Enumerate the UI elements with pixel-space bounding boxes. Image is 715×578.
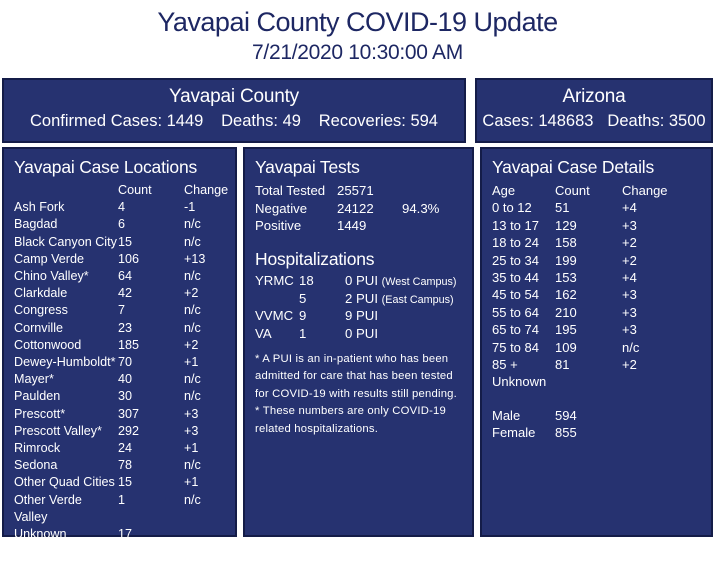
detail-panels-row	[2, 147, 713, 576]
column-header-count: Count	[555, 183, 590, 198]
county-summary-stats	[4, 109, 464, 133]
age-count: 153	[555, 270, 577, 286]
age-range: 45 to 54	[492, 287, 539, 303]
location-count: 40	[118, 372, 133, 387]
age-count: 109	[555, 339, 577, 355]
location-change: n/c	[184, 492, 201, 507]
age-range: 18 to 24	[492, 235, 539, 251]
test-value: 24122	[337, 200, 374, 216]
location-count: 292	[118, 423, 140, 438]
summary-stat: Deaths: 49	[221, 112, 301, 130]
location-name: Cornville	[14, 320, 63, 335]
age-range: 25 to 34	[492, 252, 539, 268]
location-change: +13	[184, 251, 206, 266]
yavapai-county-summary-box	[2, 78, 466, 143]
report-timestamp: 7/21/2020 10:30:00 AM	[252, 41, 463, 64]
summary-stat: Cases: 148683	[482, 112, 594, 130]
location-change	[184, 526, 231, 543]
gender-count: 855	[555, 425, 577, 441]
location-name: Congress	[14, 303, 68, 318]
location-change: +1	[184, 475, 199, 490]
age-change: +3	[622, 287, 637, 303]
campus-label: (West Campus)	[381, 275, 457, 288]
age-count: 162	[555, 287, 577, 303]
gender-count: 594	[555, 407, 577, 423]
hospital-pui	[345, 326, 468, 344]
location-change: +3	[184, 406, 199, 421]
location-name: Mayer*	[14, 372, 54, 387]
pui-value: 2 PUI	[345, 290, 378, 306]
summary-stat: Confirmed Cases: 1449	[30, 112, 204, 130]
location-change	[184, 543, 231, 577]
case-details-table	[492, 182, 707, 391]
location-change: n/c	[184, 372, 201, 387]
age-change: n/c	[622, 339, 640, 355]
location-count: 30	[118, 389, 133, 404]
age-range: 35 to 44	[492, 270, 539, 286]
column-header-count: Count	[118, 183, 152, 197]
pui-value: 0 PUI	[345, 272, 378, 288]
hospital-name: VA	[255, 326, 272, 342]
location-name: Chino Valley*	[14, 269, 89, 284]
summary-row	[2, 78, 713, 143]
location-count: 23	[118, 320, 133, 335]
location-name: Black Canyon City	[14, 234, 117, 249]
location-name: Other Verde Valley	[14, 492, 82, 524]
hospital-name	[255, 291, 299, 309]
location-name: Prescott*	[14, 406, 66, 421]
location-name: Ash Fork	[14, 200, 65, 215]
case-locations-panel	[2, 147, 237, 576]
age-range: 75 to 84	[492, 339, 539, 355]
county-summary-title: Yavapai County	[169, 86, 299, 107]
location-name: Cottonwood	[14, 337, 82, 352]
location-name: *Mingus Mtn Academy	[14, 544, 84, 576]
location-name: Dewey-Humboldt*	[14, 355, 116, 370]
location-name: Paulden	[14, 389, 61, 404]
test-label: Positive	[255, 218, 302, 234]
column-header-age: Age	[492, 183, 516, 198]
test-value: 25571	[337, 183, 374, 198]
test-value: 1449	[337, 218, 367, 234]
location-count: 15	[118, 234, 133, 249]
age-count: 51	[555, 200, 570, 216]
age-count: 129	[555, 217, 577, 233]
case-details-panel	[480, 147, 713, 537]
age-range: 55 to 64	[492, 304, 539, 320]
age-change: +3	[622, 322, 637, 338]
column-header-change: Change	[622, 183, 668, 198]
location-change: n/c	[184, 458, 201, 473]
test-percent	[402, 217, 468, 235]
footnotes	[255, 351, 469, 438]
location-count: 4	[118, 200, 126, 215]
location-count: 106	[118, 251, 140, 266]
test-label: Negative	[255, 200, 308, 216]
location-change: +2	[184, 337, 199, 352]
case-locations-table	[14, 182, 231, 578]
age-change: +2	[622, 252, 637, 268]
test-percent: 94.3%	[402, 200, 440, 216]
age-count: 81	[555, 357, 570, 373]
age-range: Unknown	[492, 374, 547, 390]
location-name: Unknown	[14, 527, 67, 542]
age-range: 0 to 12	[492, 200, 532, 216]
location-change: n/c	[184, 234, 201, 249]
location-count: 6	[118, 217, 126, 232]
hospitalizations-title: Hospitalizations	[255, 248, 375, 269]
hospitalizations-table	[255, 273, 468, 344]
age-range: 13 to 17	[492, 217, 539, 233]
hospital-count: 5	[299, 290, 307, 306]
summary-stat: Recoveries: 594	[318, 112, 438, 130]
column-header-change: Change	[184, 183, 229, 197]
location-count: 7	[118, 303, 126, 318]
tests-table	[255, 182, 468, 235]
age-count: 195	[555, 322, 577, 338]
case-locations-title: Yavapai Case Locations	[14, 157, 198, 177]
summary-stat: Deaths: 3500	[607, 112, 706, 130]
location-change: +3	[184, 423, 199, 438]
location-change: -1	[184, 200, 196, 215]
location-change: n/c	[184, 217, 201, 232]
age-count: 199	[555, 252, 577, 268]
age-count: 158	[555, 235, 577, 251]
location-change: +1	[184, 441, 199, 456]
age-change: +4	[622, 200, 637, 216]
location-count: 24	[118, 441, 133, 456]
hospital-name: VVMC	[255, 308, 294, 324]
tests-panel	[243, 147, 474, 537]
column-header-spacer	[14, 182, 118, 199]
hospital-count: 1	[299, 326, 307, 342]
hospital-count: 18	[299, 272, 314, 288]
age-count	[555, 373, 622, 390]
location-count: 185	[118, 337, 140, 352]
campus-label: (East Campus)	[381, 293, 454, 306]
location-change: n/c	[184, 389, 201, 404]
footnote-text: * These numbers are only COVID-19 related hospitalizations.	[255, 405, 446, 435]
age-change: +4	[622, 270, 637, 286]
state-summary-title: Arizona	[562, 86, 626, 107]
case-details-title: Yavapai Case Details	[492, 157, 655, 177]
location-count: 70	[118, 355, 133, 370]
location-change: +1	[184, 355, 199, 370]
age-count: 210	[555, 304, 577, 320]
age-change	[622, 373, 707, 390]
location-count: 1	[118, 492, 126, 507]
hospital-pui	[345, 273, 468, 291]
location-count: 78	[118, 458, 133, 473]
location-count: 15	[118, 475, 133, 490]
location-change: +2	[184, 286, 199, 301]
location-change: n/c	[184, 269, 201, 284]
location-name: Prescott Valley*	[14, 423, 102, 438]
hospital-pui	[345, 308, 468, 326]
hospital-count: 9	[299, 308, 307, 324]
pui-value: 9 PUI	[345, 308, 378, 324]
age-change: +2	[622, 357, 637, 373]
report-header	[0, 0, 715, 66]
footnote-text: * A PUI is an in-patient who has been admitted for care that has been tested for COVID-19 with results still pending.	[255, 352, 458, 400]
arizona-summary-box	[475, 78, 713, 143]
hospital-name: YRMC	[255, 272, 294, 288]
test-percent	[402, 182, 468, 200]
age-range: 65 to 74	[492, 322, 539, 338]
state-summary-stats	[477, 109, 711, 133]
hospital-pui	[345, 291, 468, 309]
age-change: +3	[622, 217, 637, 233]
location-change: n/c	[184, 320, 201, 335]
location-name: Bagdad	[14, 217, 58, 232]
location-count: 64	[118, 269, 133, 284]
location-name: Rimrock	[14, 441, 61, 456]
location-count: 123	[118, 544, 140, 559]
gender-label: Male	[492, 407, 521, 423]
age-range: 85 +	[492, 357, 518, 373]
age-change: +2	[622, 235, 637, 251]
age-change: +3	[622, 304, 637, 320]
location-count: 42	[118, 286, 133, 301]
location-name: Sedona	[14, 458, 58, 473]
test-label: Total Tested	[255, 183, 326, 198]
tests-title: Yavapai Tests	[255, 157, 360, 177]
pui-value: 0 PUI	[345, 326, 378, 342]
location-name: Other Quad Cities	[14, 475, 115, 490]
gender-label: Female	[492, 425, 536, 441]
location-count: 17	[118, 527, 133, 542]
page-title: Yavapai County COVID-19 Update	[157, 7, 558, 37]
location-count: 307	[118, 406, 140, 421]
location-name: Clarkdale	[14, 286, 68, 301]
location-change: n/c	[184, 303, 201, 318]
gender-table	[492, 407, 707, 442]
location-name: Camp Verde	[14, 251, 85, 266]
